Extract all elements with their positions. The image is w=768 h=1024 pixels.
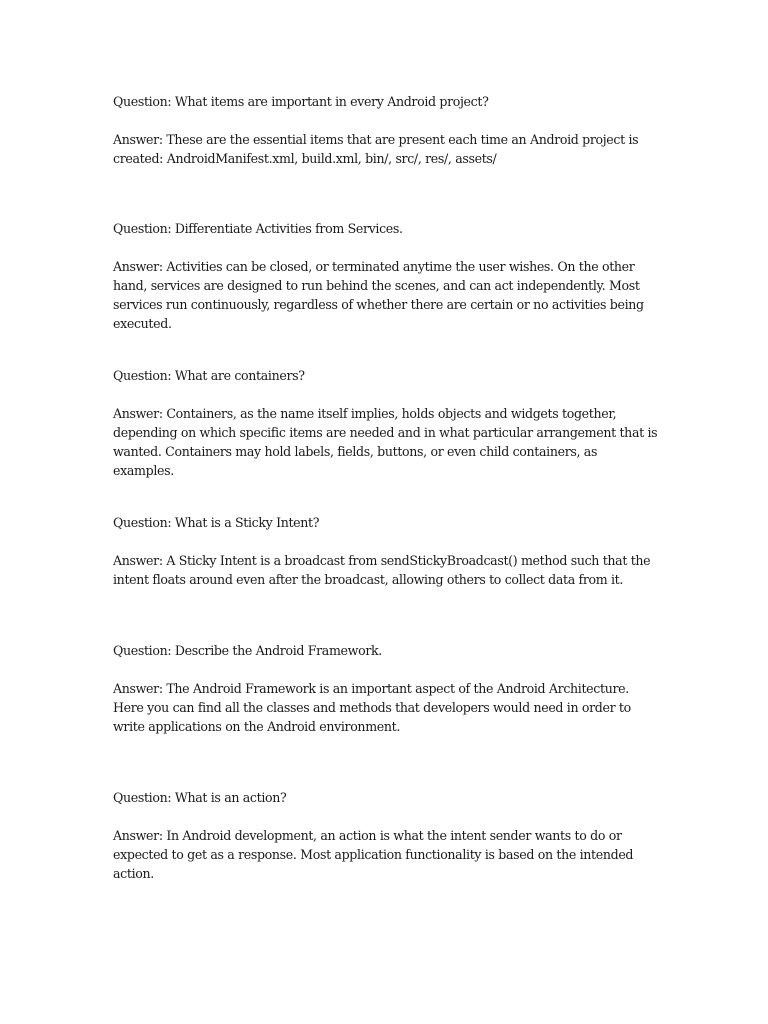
question-text: Question: What is a Sticky Intent? (113, 515, 320, 530)
answer-text: Answer: A Sticky Intent is a broadcast from sendStickyBroadcast() method such that the intent floats around even after the broadcast, allowing others to collect data from it. (113, 553, 651, 587)
answer-text: Answer: Activities can be closed, or terminated anytime the user wishes. On the other hand, services are designed to run behind the scenes, and can act independently. Most services run continuously, regardless of whether there are certain or no activities being executed. (113, 259, 644, 331)
question-text: Question: Describe the Android Framework. (113, 643, 382, 658)
question-text: Question: What is an action? (113, 790, 287, 805)
answer-text: Answer: These are the essential items that are present each time an Android project is created: AndroidManifest.xml, build.xml, bin/, src/, res/, assets/ (113, 132, 639, 166)
qa-block (113, 92, 658, 168)
answer-text: Answer: The Android Framework is an important aspect of the Android Architecture. Here you can find all the classes and methods that developers would need in order to write applications on the Android environment. (113, 681, 631, 734)
qa-block (113, 641, 658, 736)
answer-text: Answer: In Android development, an action is what the intent sender wants to do or expected to get as a response. Most application functionality is based on the intended action. (113, 828, 634, 881)
answer-text: Answer: Containers, as the name itself implies, holds objects and widgets together, depending on which specific items are needed and in what particular arrangement that is wanted. Containers may hold labels, fields, buttons, or even child containers, as examples. (113, 406, 658, 478)
qa-block (113, 219, 658, 333)
qa-block (113, 366, 658, 480)
question-text: Question: What are containers? (113, 368, 305, 383)
qa-block (113, 513, 658, 589)
question-text: Question: What items are important in every Android project? (113, 94, 489, 109)
qa-block (113, 788, 658, 883)
question-text: Question: Differentiate Activities from Services. (113, 221, 403, 236)
